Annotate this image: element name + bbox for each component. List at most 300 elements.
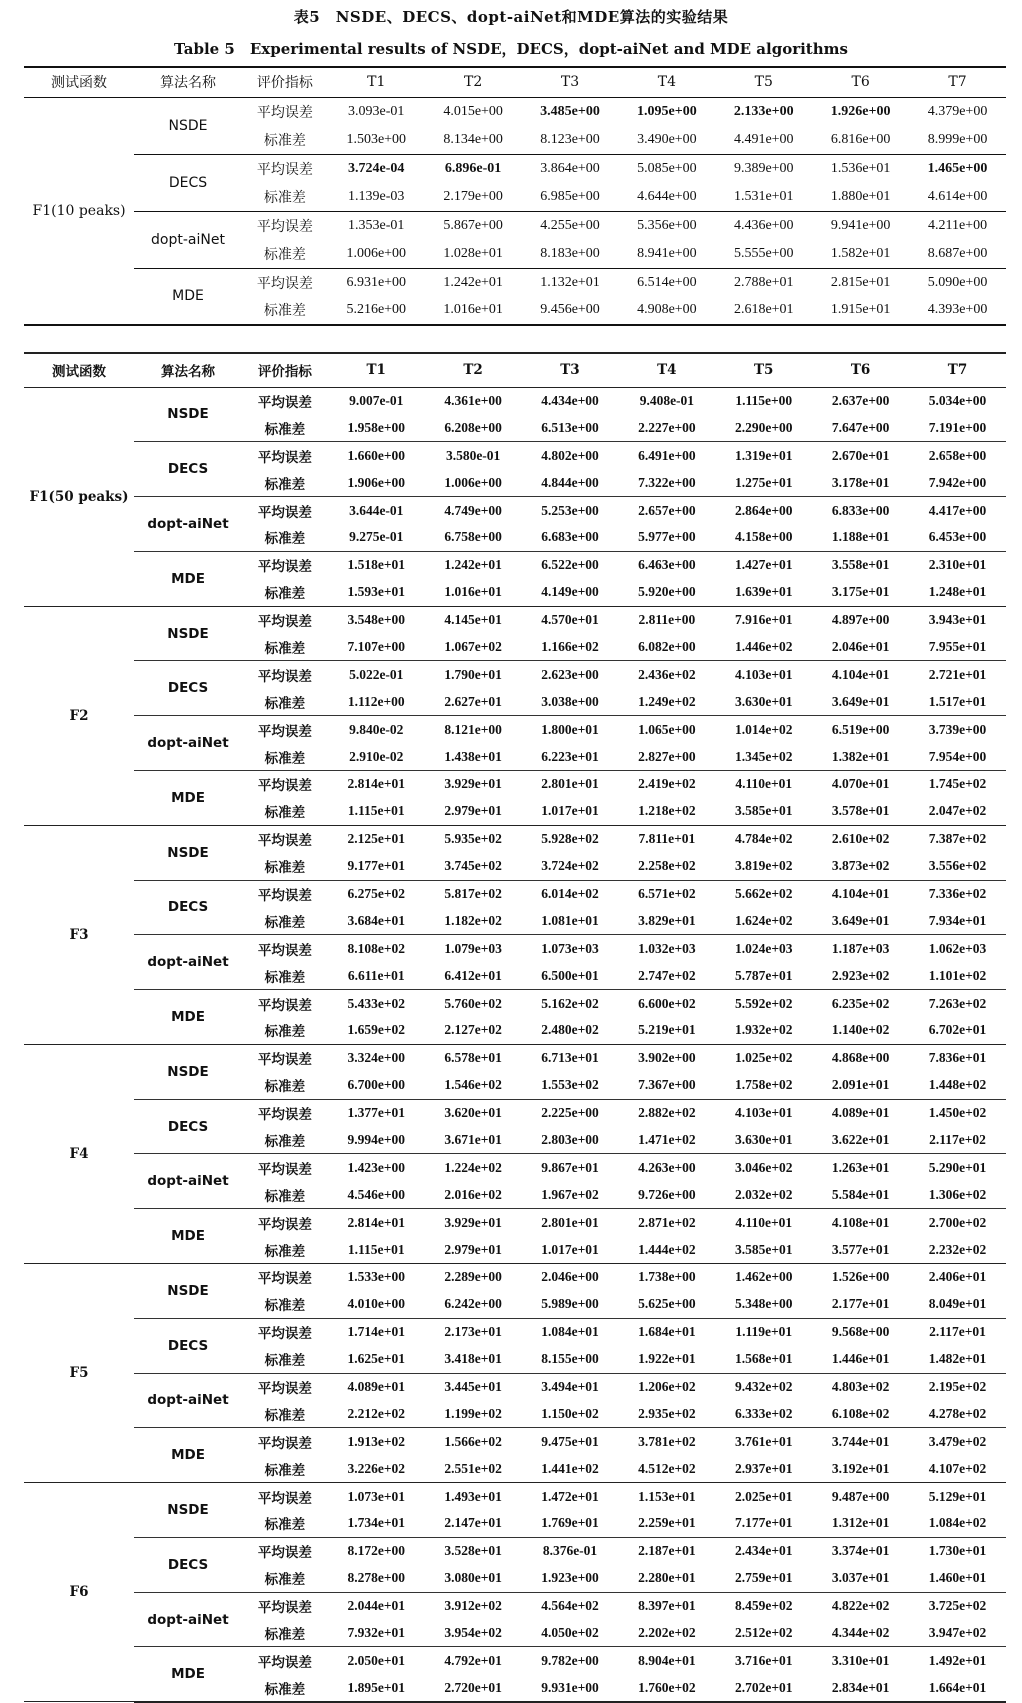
- value-cell: 1.024e+03: [734, 940, 793, 956]
- table-row: [24, 770, 1006, 797]
- value-cell: 6.453e+00: [909, 524, 1006, 551]
- value-cell: 4.908e+00: [618, 297, 715, 326]
- metric-cell: 标准差: [242, 634, 328, 661]
- column-header: T3: [522, 353, 619, 387]
- value-cell: 1.531e+01: [715, 183, 812, 212]
- value-cell: 1.427e+01: [734, 557, 793, 573]
- value-cell: 4.512e+02: [618, 1455, 715, 1482]
- table-row: [24, 1647, 1006, 1674]
- metric-cell: 平均误差: [256, 104, 313, 121]
- metric-cell: 平均误差: [257, 504, 312, 521]
- value-cell: 1.926e+00: [830, 103, 891, 119]
- table-row: [24, 935, 1006, 962]
- value-cell: 2.803e+00: [522, 1127, 619, 1154]
- value-cell: 3.080e+01: [425, 1565, 522, 1592]
- value-cell: 4.050e+02: [522, 1620, 619, 1647]
- algorithm-name-cell: MDE: [134, 268, 242, 325]
- table1-body: [24, 97, 1006, 325]
- value-cell: 3.929e+01: [444, 776, 502, 792]
- value-cell: 1.319e+01: [734, 447, 793, 463]
- metric-cell: 标准差: [242, 469, 328, 496]
- value-cell: 1.153e+01: [638, 1488, 696, 1504]
- metric-cell: 标准差: [242, 907, 328, 934]
- value-cell: 2.814e+01: [347, 776, 406, 792]
- value-cell: 8.278e+00: [328, 1565, 425, 1592]
- value-cell: 1.014e+02: [734, 721, 793, 737]
- value-cell: 2.117e+01: [929, 1324, 986, 1340]
- value-cell: 3.684e+01: [328, 907, 425, 934]
- value-cell: 1.714e+01: [347, 1324, 406, 1340]
- value-cell: 6.223e+01: [522, 743, 619, 770]
- value-cell: 3.093e-01: [348, 103, 405, 119]
- value-cell: 2.046e+01: [812, 634, 909, 661]
- table1-header-row: [24, 67, 1006, 97]
- value-cell: 3.744e+01: [831, 1433, 890, 1449]
- value-cell: 1.263e+01: [831, 1159, 890, 1175]
- value-cell: 7.811e+01: [638, 831, 696, 847]
- value-cell: 5.662e+02: [734, 885, 793, 901]
- value-cell: 2.419e+02: [638, 776, 696, 792]
- algorithm-name-cell: MDE: [134, 1428, 242, 1483]
- value-cell: 2.623e+00: [541, 666, 599, 682]
- table-row: [24, 825, 1006, 852]
- column-header: T1: [328, 353, 425, 387]
- test-function-cell: F4: [24, 1044, 134, 1263]
- value-cell: 2.811e+00: [638, 612, 696, 628]
- value-cell: 2.700e+02: [928, 1214, 987, 1230]
- value-cell: 7.107e+00: [328, 634, 425, 661]
- value-cell: 3.829e+01: [618, 907, 715, 934]
- value-cell: 9.177e+01: [328, 853, 425, 880]
- value-cell: 7.322e+00: [618, 469, 715, 496]
- value-cell: 1.450e+02: [928, 1105, 987, 1121]
- value-cell: 5.555e+00: [715, 240, 812, 269]
- column-header: T2: [425, 353, 522, 387]
- value-cell: 3.310e+01: [831, 1652, 890, 1668]
- value-cell: 1.006e+00: [328, 240, 425, 269]
- value-cell: 2.627e+01: [425, 688, 522, 715]
- metric-cell: 平均误差: [257, 559, 312, 576]
- value-cell: 2.721e+01: [928, 666, 987, 682]
- value-cell: 9.007e-01: [349, 392, 404, 408]
- column-header: 算法名称: [134, 353, 242, 387]
- value-cell: 6.611e+01: [328, 962, 425, 989]
- metric-cell: 平均误差: [257, 887, 312, 904]
- value-cell: 1.312e+01: [812, 1510, 909, 1537]
- value-cell: 3.630e+01: [715, 688, 812, 715]
- value-cell: 2.670e+01: [831, 447, 890, 463]
- metric-cell: 标准差: [242, 1236, 328, 1263]
- value-cell: 3.226e+02: [328, 1455, 425, 1482]
- value-cell: 2.212e+02: [328, 1400, 425, 1427]
- value-cell: 7.336e+02: [928, 885, 987, 901]
- value-cell: 7.954e+00: [909, 743, 1006, 770]
- value-cell: 1.518e+01: [347, 557, 406, 573]
- value-cell: 9.456e+00: [522, 297, 619, 326]
- algorithm-name-cell: NSDE: [134, 387, 242, 442]
- value-cell: 2.436e+02: [638, 666, 696, 682]
- value-cell: 1.660e+00: [347, 447, 406, 463]
- value-cell: 6.513e+00: [522, 414, 619, 441]
- column-header: 测试函数: [24, 67, 134, 97]
- value-cell: 3.873e+02: [812, 853, 909, 880]
- value-cell: 1.112e+00: [328, 688, 425, 715]
- value-cell: 8.155e+00: [522, 1346, 619, 1373]
- algorithm-name-cell: dopt-aiNet: [134, 497, 242, 552]
- value-cell: 6.333e+02: [715, 1400, 812, 1427]
- metric-cell: 标准差: [242, 1565, 328, 1592]
- test-function-cell: F2: [24, 606, 134, 825]
- value-cell: 2.280e+01: [618, 1565, 715, 1592]
- table-row: [24, 880, 1006, 907]
- value-cell: 1.444e+02: [618, 1236, 715, 1263]
- column-header: 评价指标: [242, 67, 328, 97]
- value-cell: 6.108e+02: [812, 1400, 909, 1427]
- value-cell: 1.533e+00: [347, 1269, 406, 1285]
- value-cell: 5.348e+00: [715, 1291, 812, 1318]
- value-cell: 5.433e+02: [347, 995, 406, 1011]
- metric-cell: 平均误差: [257, 1052, 312, 1069]
- value-cell: 2.117e+02: [909, 1127, 1006, 1154]
- value-cell: 1.913e+02: [347, 1433, 406, 1449]
- value-cell: 2.179e+00: [425, 183, 522, 212]
- table-caption-en: Table 5 Experimental results of NSDE，DECS，dopt-aiNet and MDE algorithms: [174, 40, 848, 58]
- metric-cell: 标准差: [242, 1400, 328, 1427]
- value-cell: 1.441e+02: [522, 1455, 619, 1482]
- metric-cell: 平均误差: [257, 1271, 312, 1288]
- column-header: T4: [618, 353, 715, 387]
- value-cell: 2.815e+01: [830, 274, 891, 290]
- metric-cell: 平均误差: [257, 1654, 312, 1671]
- value-cell: 6.683e+00: [522, 524, 619, 551]
- value-cell: 3.046e+02: [734, 1159, 793, 1175]
- value-cell: 2.225e+00: [541, 1105, 599, 1121]
- value-cell: 4.158e+00: [715, 524, 812, 551]
- metric-cell: 标准差: [242, 1017, 328, 1044]
- value-cell: 4.868e+00: [831, 1050, 890, 1066]
- value-cell: 7.263e+02: [928, 995, 987, 1011]
- value-cell: 2.935e+02: [618, 1400, 715, 1427]
- results-table-part2: [24, 352, 1006, 1703]
- value-cell: 1.139e-03: [328, 183, 425, 212]
- value-cell: 2.759e+01: [715, 1565, 812, 1592]
- value-cell: 1.242e+01: [443, 274, 503, 290]
- value-cell: 1.119e+01: [735, 1324, 793, 1340]
- value-cell: 4.145e+01: [444, 612, 502, 628]
- value-cell: 3.175e+01: [812, 579, 909, 606]
- value-cell: 5.162e+02: [541, 995, 599, 1011]
- value-cell: 1.081e+01: [522, 907, 619, 934]
- table-caption-cn: 表5 NSDE、DECS、dopt-aiNet和MDE算法的实验结果: [293, 8, 729, 26]
- value-cell: 3.739e+00: [928, 721, 987, 737]
- test-function-cell: F3: [24, 825, 134, 1044]
- value-cell: 2.125e+01: [347, 831, 406, 847]
- value-cell: 4.108e+01: [831, 1214, 890, 1230]
- value-cell: 1.684e+01: [638, 1324, 696, 1340]
- metric-cell: 标准差: [242, 579, 328, 606]
- value-cell: 1.032e+03: [638, 940, 696, 956]
- table-row: [24, 990, 1006, 1017]
- value-cell: 1.446e+02: [715, 634, 812, 661]
- column-header: T4: [618, 67, 715, 97]
- value-cell: 1.115e+00: [735, 392, 793, 408]
- value-cell: 1.028e+01: [425, 240, 522, 269]
- value-cell: 1.546e+02: [425, 1072, 522, 1099]
- column-header: T6: [812, 67, 909, 97]
- value-cell: 3.585e+01: [715, 798, 812, 825]
- metric-cell: 标准差: [242, 743, 328, 770]
- value-cell: 3.716e+01: [734, 1652, 793, 1668]
- table-row: [24, 268, 1006, 297]
- algorithm-name-cell: dopt-aiNet: [134, 1373, 242, 1428]
- metric-cell: 标准差: [242, 1072, 328, 1099]
- value-cell: 9.389e+00: [733, 160, 794, 176]
- table-row: [24, 387, 1006, 414]
- value-cell: 5.219e+01: [618, 1017, 715, 1044]
- value-cell: 6.700e+00: [328, 1072, 425, 1099]
- value-cell: 1.224e+02: [444, 1159, 502, 1175]
- value-cell: 2.512e+02: [715, 1620, 812, 1647]
- metric-cell: 平均误差: [257, 449, 312, 466]
- value-cell: 6.242e+00: [425, 1291, 522, 1318]
- value-cell: 1.958e+00: [328, 414, 425, 441]
- value-cell: 1.769e+01: [522, 1510, 619, 1537]
- value-cell: 3.947e+02: [909, 1620, 1006, 1647]
- value-cell: 1.582e+01: [812, 240, 909, 269]
- value-cell: 8.999e+00: [909, 126, 1006, 155]
- value-cell: 4.278e+02: [909, 1400, 1006, 1427]
- metric-cell: 平均误差: [257, 1381, 312, 1397]
- value-cell: 1.915e+01: [812, 297, 909, 326]
- value-cell: 9.275e-01: [328, 524, 425, 551]
- value-cell: 1.536e+01: [830, 160, 891, 176]
- value-cell: 1.517e+01: [909, 688, 1006, 715]
- column-header: T7: [909, 67, 1006, 97]
- value-cell: 4.379e+00: [927, 103, 988, 119]
- value-cell: 4.393e+00: [909, 297, 1006, 326]
- value-cell: 2.657e+00: [638, 502, 696, 518]
- value-cell: 1.188e+01: [812, 524, 909, 551]
- value-cell: 1.906e+00: [328, 469, 425, 496]
- column-header: T1: [328, 67, 425, 97]
- value-cell: 1.132e+01: [540, 274, 600, 290]
- value-cell: 1.150e+02: [522, 1400, 619, 1427]
- metric-cell: 平均误差: [257, 1107, 312, 1124]
- value-cell: 2.871e+02: [638, 1214, 696, 1230]
- value-cell: 5.867e+00: [443, 217, 503, 233]
- value-cell: 1.932e+02: [715, 1017, 812, 1044]
- value-cell: 1.084e+01: [541, 1324, 599, 1340]
- value-cell: 3.902e+00: [638, 1050, 696, 1066]
- value-cell: 3.745e+02: [425, 853, 522, 880]
- value-cell: 2.177e+01: [812, 1291, 909, 1318]
- value-cell: 1.067e+02: [425, 634, 522, 661]
- value-cell: 1.275e+01: [715, 469, 812, 496]
- value-cell: 2.047e+02: [909, 798, 1006, 825]
- value-cell: 9.432e+02: [734, 1379, 793, 1394]
- value-cell: 3.418e+01: [425, 1346, 522, 1373]
- value-cell: 8.123e+00: [522, 126, 619, 155]
- table-row: [24, 1154, 1006, 1181]
- value-cell: 2.259e+01: [618, 1510, 715, 1537]
- metric-cell: 标准差: [242, 962, 328, 989]
- value-cell: 6.514e+00: [637, 274, 697, 290]
- value-cell: 6.600e+02: [638, 995, 696, 1011]
- value-cell: 1.492e+01: [928, 1652, 987, 1668]
- value-cell: 2.091e+01: [812, 1072, 909, 1099]
- value-cell: 2.187e+01: [638, 1543, 696, 1559]
- value-cell: 1.073e+03: [541, 940, 599, 956]
- value-cell: 4.802e+00: [541, 447, 599, 463]
- value-cell: 3.577e+01: [812, 1236, 909, 1263]
- value-cell: 9.931e+00: [522, 1674, 619, 1701]
- metric-cell: 标准差: [242, 688, 328, 715]
- metric-cell: 平均误差: [257, 833, 312, 850]
- column-header: 评价指标: [242, 353, 328, 387]
- value-cell: 5.935e+02: [444, 831, 502, 847]
- value-cell: 1.199e+02: [425, 1400, 522, 1427]
- value-cell: 4.344e+02: [812, 1620, 909, 1647]
- value-cell: 3.912e+02: [444, 1598, 502, 1614]
- value-cell: 1.115e+01: [328, 1236, 425, 1263]
- value-cell: 2.046e+00: [541, 1269, 599, 1285]
- table-row: [24, 497, 1006, 524]
- value-cell: 1.758e+02: [715, 1072, 812, 1099]
- value-cell: 2.202e+02: [618, 1620, 715, 1647]
- value-cell: 1.377e+01: [347, 1105, 406, 1121]
- value-cell: 3.725e+02: [928, 1598, 987, 1614]
- algorithm-name-cell: NSDE: [134, 1044, 242, 1099]
- value-cell: 6.713e+01: [541, 1050, 599, 1066]
- value-cell: 1.639e+01: [715, 579, 812, 606]
- value-cell: 1.306e+02: [909, 1181, 1006, 1208]
- value-cell: 9.941e+00: [830, 217, 891, 233]
- value-cell: 3.649e+01: [812, 907, 909, 934]
- metric-cell: 平均误差: [257, 1326, 312, 1343]
- value-cell: 2.173e+01: [444, 1324, 502, 1340]
- value-cell: 1.568e+01: [715, 1346, 812, 1373]
- value-cell: 5.592e+02: [734, 995, 793, 1011]
- algorithm-name-cell: NSDE: [134, 97, 242, 154]
- value-cell: 8.049e+01: [909, 1291, 1006, 1318]
- value-cell: 2.044e+01: [347, 1598, 406, 1614]
- value-cell: 2.702e+01: [715, 1674, 812, 1701]
- value-cell: 1.967e+02: [522, 1181, 619, 1208]
- value-cell: 2.127e+02: [425, 1017, 522, 1044]
- value-cell: 8.941e+00: [618, 240, 715, 269]
- table-row: [24, 1483, 1006, 1510]
- metric-cell: 平均误差: [257, 942, 312, 959]
- table-row: [24, 1428, 1006, 1455]
- value-cell: 3.479e+02: [928, 1433, 987, 1449]
- value-cell: 4.149e+00: [522, 579, 619, 606]
- value-cell: 3.622e+01: [812, 1127, 909, 1154]
- metric-cell: 标准差: [242, 853, 328, 880]
- value-cell: 8.459e+02: [734, 1598, 793, 1614]
- value-cell: 3.556e+02: [909, 853, 1006, 880]
- value-cell: 6.896e-01: [444, 160, 502, 176]
- value-cell: 6.985e+00: [522, 183, 619, 212]
- algorithm-name-cell: MDE: [134, 990, 242, 1045]
- value-cell: 2.434e+01: [734, 1543, 793, 1559]
- value-cell: 4.491e+00: [715, 126, 812, 155]
- value-cell: 9.726e+00: [618, 1181, 715, 1208]
- value-cell: 2.016e+02: [425, 1181, 522, 1208]
- value-cell: 5.928e+02: [541, 831, 599, 847]
- value-cell: 2.979e+01: [425, 798, 522, 825]
- metric-cell: 标准差: [242, 183, 328, 212]
- value-cell: 1.446e+01: [812, 1346, 909, 1373]
- algorithm-name-cell: NSDE: [134, 1264, 242, 1319]
- value-cell: 4.110e+01: [735, 776, 793, 792]
- value-cell: 1.526e+00: [831, 1269, 890, 1285]
- metric-cell: 平均误差: [257, 1545, 312, 1562]
- value-cell: 4.104e+01: [831, 885, 890, 901]
- value-cell: 1.472e+01: [541, 1488, 599, 1504]
- value-cell: 2.882e+02: [638, 1105, 696, 1121]
- algorithm-name-cell: MDE: [134, 770, 242, 825]
- table-row: [24, 97, 1006, 126]
- value-cell: 5.817e+02: [444, 885, 502, 901]
- value-cell: 2.864e+00: [734, 502, 793, 518]
- value-cell: 5.022e-01: [349, 666, 404, 682]
- value-cell: 3.494e+01: [541, 1379, 599, 1394]
- value-cell: 4.255e+00: [540, 217, 600, 233]
- metric-cell: 平均误差: [257, 1435, 312, 1452]
- value-cell: 7.191e+00: [909, 414, 1006, 441]
- value-cell: 1.503e+00: [328, 126, 425, 155]
- column-header: T6: [812, 353, 909, 387]
- value-cell: 9.408e-01: [639, 392, 695, 408]
- value-cell: 1.553e+02: [522, 1072, 619, 1099]
- value-cell: 1.664e+01: [909, 1674, 1006, 1701]
- value-cell: 4.614e+00: [909, 183, 1006, 212]
- metric-cell: 平均误差: [257, 997, 312, 1014]
- metric-cell: 标准差: [242, 1181, 328, 1208]
- table-row: [24, 154, 1006, 183]
- table-row: [24, 1099, 1006, 1126]
- value-cell: 4.263e+00: [638, 1159, 696, 1175]
- value-cell: 1.345e+02: [715, 743, 812, 770]
- value-cell: 4.749e+00: [444, 502, 502, 518]
- metric-cell: 标准差: [242, 1346, 328, 1373]
- value-cell: 2.551e+02: [425, 1455, 522, 1482]
- table-row: [24, 1318, 1006, 1345]
- value-cell: 6.519e+00: [831, 721, 890, 737]
- value-cell: 4.644e+00: [618, 183, 715, 212]
- value-cell: 3.630e+01: [715, 1127, 812, 1154]
- value-cell: 1.073e+01: [347, 1488, 406, 1504]
- value-cell: 1.016e+01: [425, 297, 522, 326]
- value-cell: 2.310e+01: [928, 557, 987, 573]
- value-cell: 2.618e+01: [715, 297, 812, 326]
- value-cell: 3.761e+01: [734, 1433, 793, 1449]
- results-table-part1: [24, 66, 1006, 326]
- value-cell: 1.438e+01: [425, 743, 522, 770]
- value-cell: 1.760e+02: [618, 1674, 715, 1701]
- value-cell: 1.493e+01: [444, 1488, 502, 1504]
- value-cell: 1.659e+02: [328, 1017, 425, 1044]
- value-cell: 2.979e+01: [425, 1236, 522, 1263]
- value-cell: 2.923e+02: [812, 962, 909, 989]
- value-cell: 1.017e+01: [522, 1236, 619, 1263]
- table2-header-row: [24, 353, 1006, 387]
- value-cell: 4.107e+02: [909, 1455, 1006, 1482]
- table-row: [24, 1209, 1006, 1236]
- algorithm-name-cell: NSDE: [134, 825, 242, 880]
- value-cell: 1.079e+03: [444, 940, 502, 956]
- metric-cell: 标准差: [242, 798, 328, 825]
